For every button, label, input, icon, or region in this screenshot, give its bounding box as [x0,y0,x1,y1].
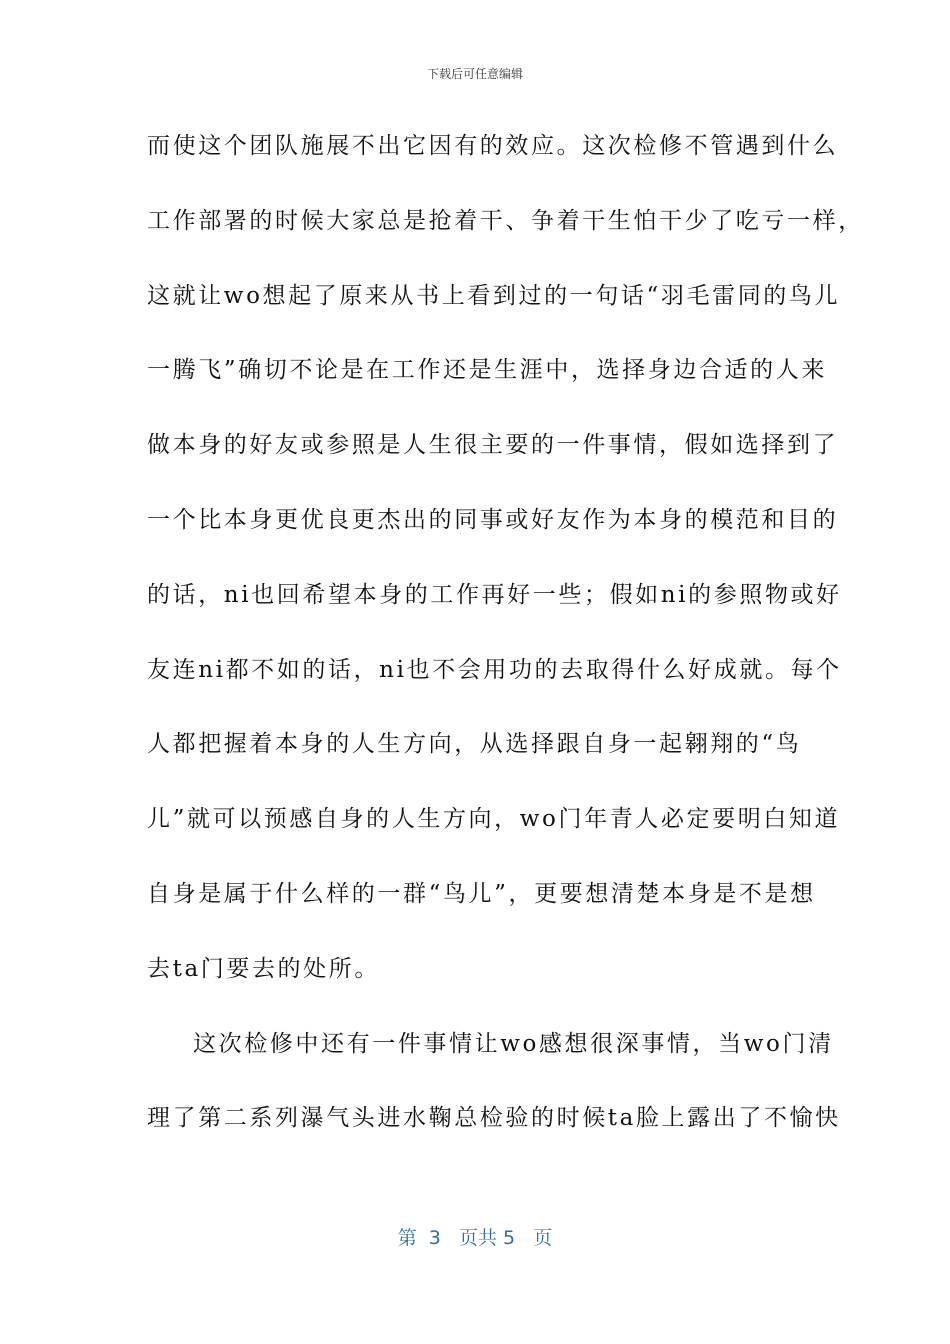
text-line: 工作部署的时候大家总是抢着干、争着干生怕干少了吃亏一样， [147,207,864,234]
text-line: 一腾飞”确切不论是在工作还是生涯中，选择身边合适的人来 [147,357,827,384]
text-line: 儿”就可以预感自身的人生方向，wo门年青人必定要明白知道 [147,806,841,833]
text-line: 一个比本身更优良更杰出的同事或好友作为本身的模范和目的 [147,506,839,533]
text-line: 这就让wo想起了原来从书上看到过的一句话“羽毛雷同的鸟儿 [147,282,841,309]
text-line: 人都把握着本身的人生方向，从选择跟自身一起翱翔的“鸟 [147,731,802,758]
document-body [147,124,864,1171]
text-line: 自身是属于什么样的一群“鸟儿”，更要想清楚本身是不是想 [147,880,816,907]
paragraph-first-line: 这次检修中还有一件事情让wo感想很深事情，当wo门清 [193,1030,834,1057]
text-line: 的话，ni也回希望本身的工作再好一些；假如ni的参照物或好 [147,581,842,608]
page-header: 下载后可任意编辑 [426,67,523,81]
text-line: 而使这个团队施展不出它因有的效应。这次检修不管遇到什么 [147,133,839,159]
text-line: 做本身的好友或参照是人生很主要的一件事情，假如选择到了 [147,432,839,459]
text-line: 去ta门要去的处所。 [147,955,380,982]
text-line: 友连ni都不如的话，ni也不会用功的去取得什么好成就。每个 [147,656,842,683]
text-line: 理了第二系列瀑气头进水鞠总检验的时候ta脸上露出了不愉快 [147,1105,841,1132]
page-number-footer: 第 3 页共 5 页 [397,1227,553,1249]
